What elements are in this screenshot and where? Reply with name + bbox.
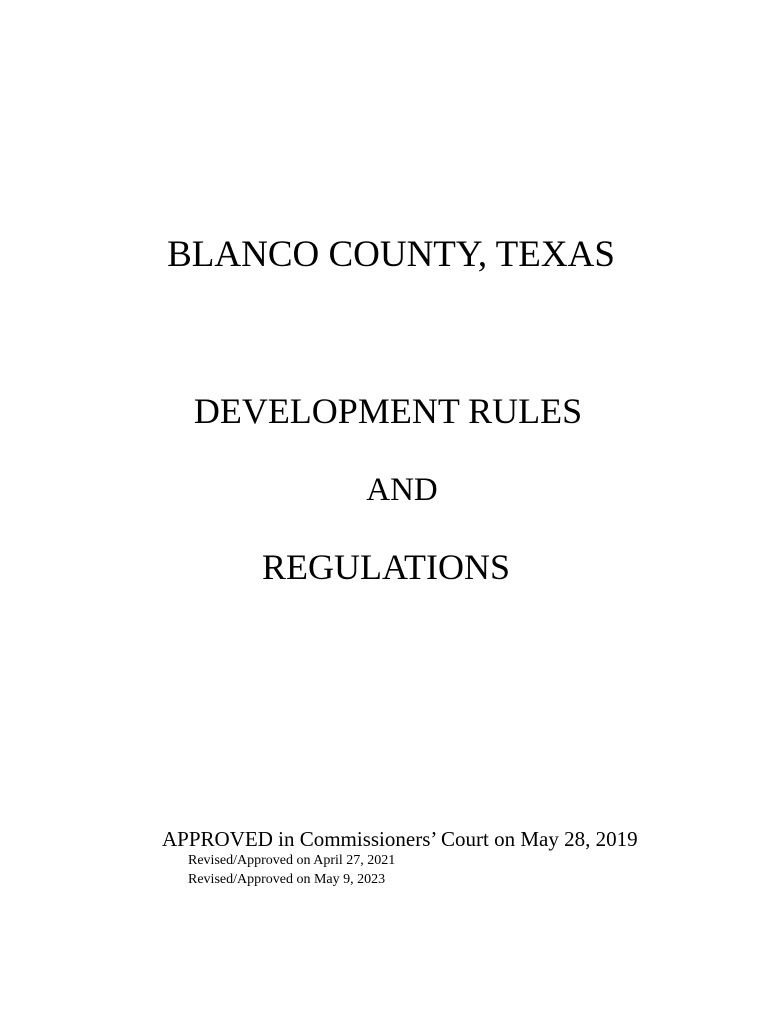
title-and: AND — [366, 472, 438, 508]
revision-line-2021: Revised/Approved on April 27, 2021 — [188, 853, 396, 868]
county-heading: BLANCO COUNTY, TEXAS — [167, 234, 615, 275]
revision-line-2023: Revised/Approved on May 9, 2023 — [188, 872, 386, 887]
approval-statement: APPROVED in Commissioners’ Court on May 28, 2019 — [162, 827, 638, 851]
title-development-rules: DEVELOPMENT RULES — [193, 391, 583, 431]
title-regulations: REGULATIONS — [262, 547, 510, 587]
